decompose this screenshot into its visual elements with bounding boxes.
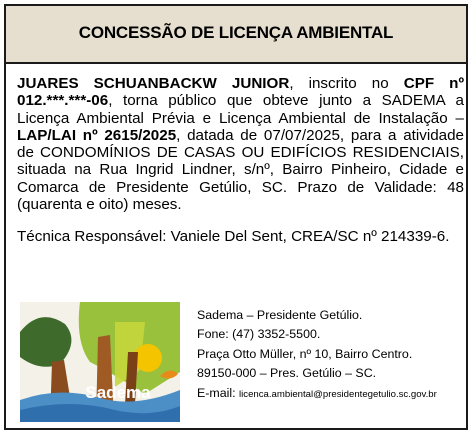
tree-sun-logo-icon bbox=[20, 302, 180, 422]
text-license-intro: , torna público que obteve junto a SADEMA a Licença Ambiental Prévia e Licença Ambiental de Instalação – bbox=[17, 92, 464, 127]
email-link[interactable]: licenca.ambiental@presidentegetulio.sc.gov.br bbox=[239, 388, 437, 400]
email-label: E-mail: bbox=[197, 385, 236, 400]
contact-zip-city: 89150-000 – Pres. Getúlio – SC. bbox=[197, 366, 377, 381]
license-number: LAP/LAI nº 2615/2025 bbox=[17, 126, 177, 144]
notice-title: CONCESSÃO DE LICENÇA AMBIENTAL bbox=[78, 23, 394, 42]
notice-body bbox=[17, 75, 464, 246]
cpf-number: CPF nº 012.***.***-06 bbox=[17, 75, 464, 110]
technical-responsible: Técnica Responsável: Vaniele Del Sent, CREA/SC nº 214339-6. bbox=[17, 228, 450, 246]
notice-paragraph bbox=[17, 75, 464, 213]
contact-email-row bbox=[197, 384, 437, 404]
contact-phone: Fone: (47) 3352-5500. bbox=[197, 327, 321, 342]
text-inscrito: , inscrito no bbox=[289, 75, 404, 92]
contact-organization: Sadema – Presidente Getúlio. bbox=[197, 308, 363, 322]
text-license-details: , datada de 07/07/2025, para a atividade de CONDOMÍNIOS DE CASAS OU EDIFÍCIOS RESIDENCIAIS, situada na Rua Ingrid Lindner, s/nº, Bairro Pinheiro, Cidade e Comarca de Presidente Getúlio, SC. Prazo de Validade: 48 (quarenta e oito) meses. bbox=[17, 126, 464, 214]
contact-block bbox=[197, 306, 437, 404]
logo-text: Sadema bbox=[85, 383, 151, 402]
sadema-logo bbox=[20, 302, 180, 422]
contact-address: Praça Otto Müller, nº 10, Bairro Centro. bbox=[197, 346, 413, 361]
applicant-name: JUARES SCHUANBACKW JUNIOR bbox=[17, 75, 290, 92]
